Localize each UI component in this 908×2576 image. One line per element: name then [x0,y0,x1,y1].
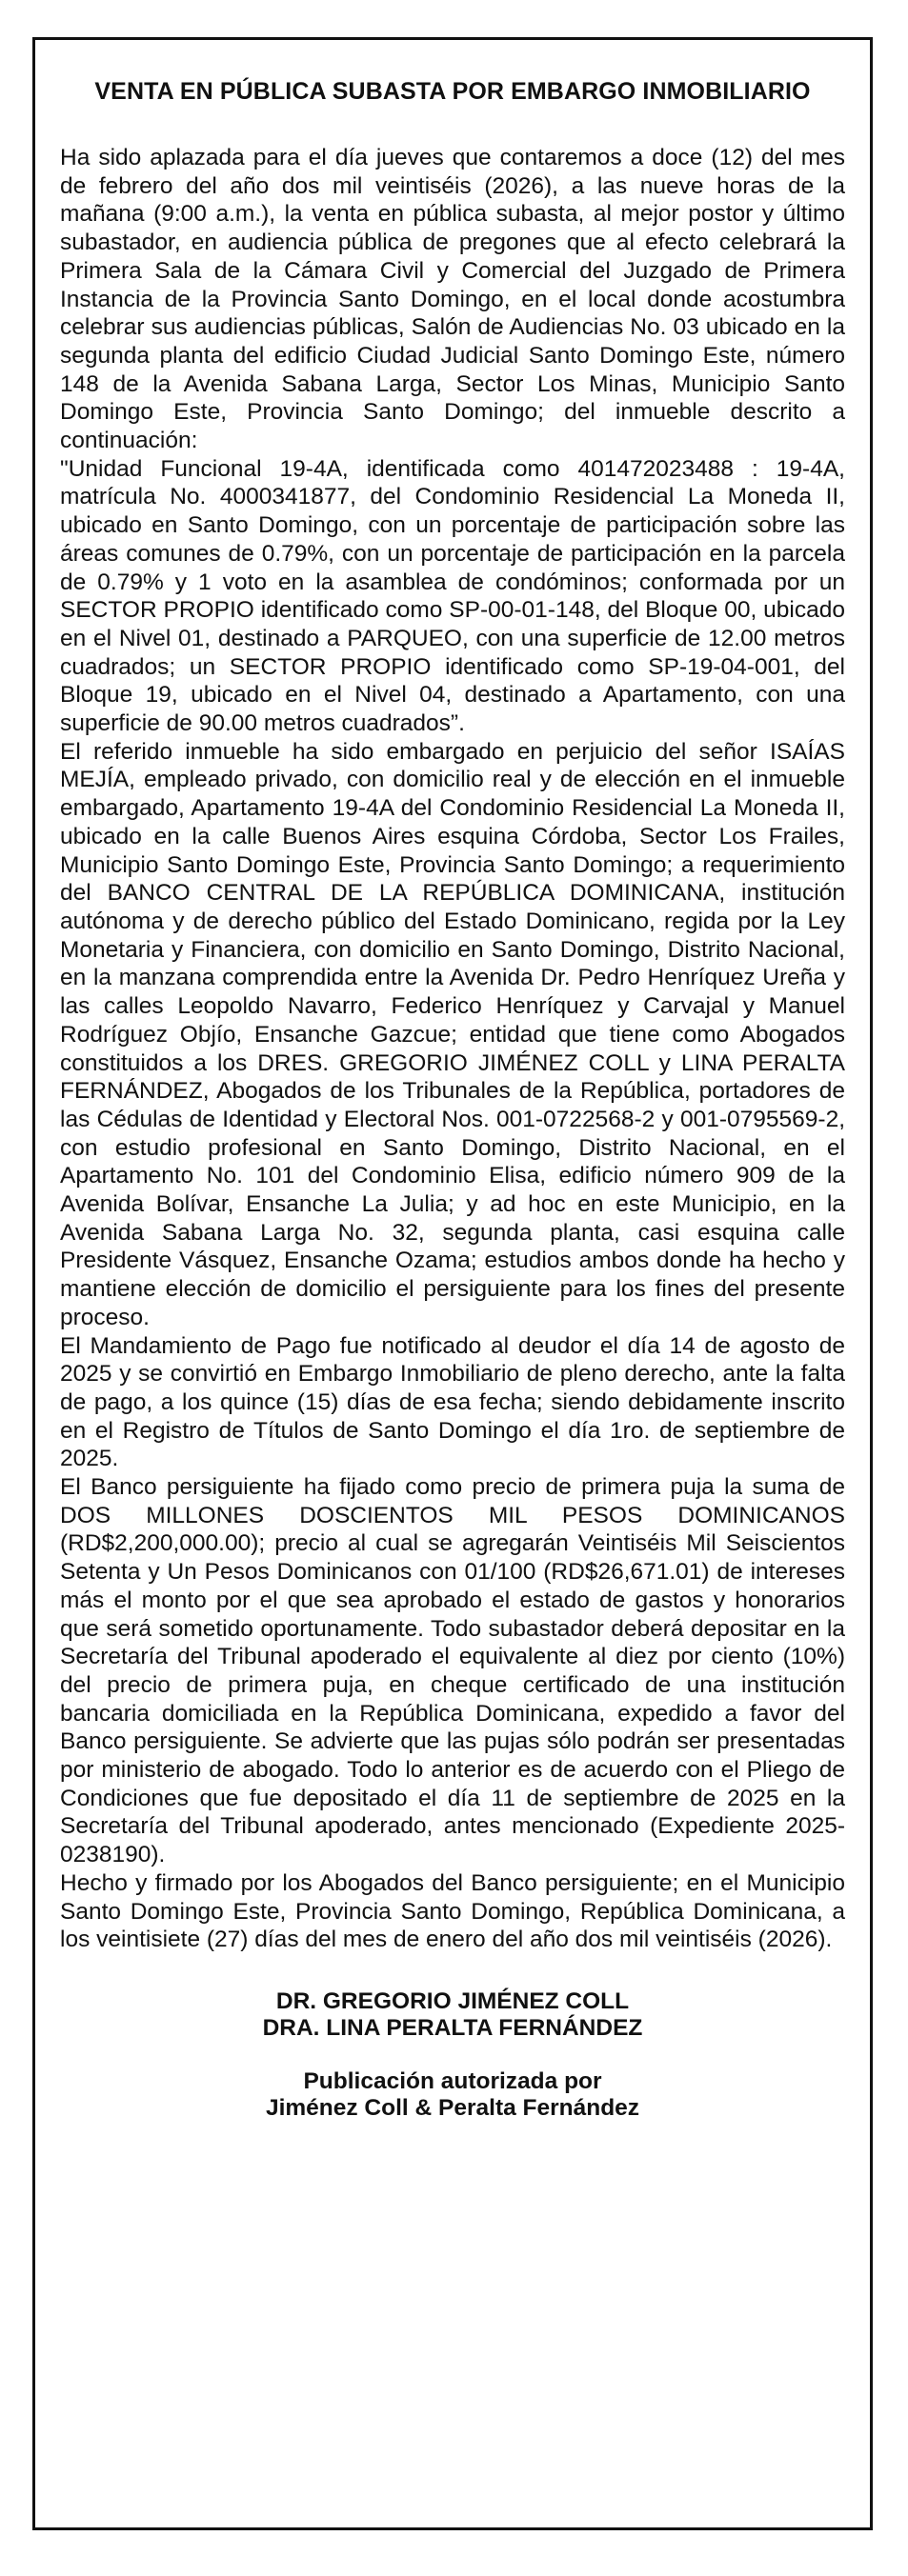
signatory-name: DRA. LINA PERALTA FERNÁNDEZ [262,2015,643,2041]
signatory-name: DR. GREGORIO JIMÉNEZ COLL [275,1988,630,2014]
notice-title: VENTA EN PÚBLICA SUBASTA POR EMBARGO INMOBILIARIO [94,78,811,105]
notice-frame [32,37,873,2530]
paragraph-signature-place-date: Hecho y firmado por los Abogados del Banco persiguiente; en el Municipio Santo Domingo Este, Provincia Santo Domingo, República Dominicana, a los veintisiete (27) días del mes de enero del año dos mil veintiséis (2026). [60,1869,845,1953]
notice-body [60,78,845,2122]
paragraph-property-description: "Unidad Funcional 19-4A, identificada como 401472023488 : 19-4A, matrícula No. 4000341877, del Condominio Residencial La Moneda II, ubicado en Santo Domingo, con un porcentaje de participación sobre las áreas comunes de 0.79%, con un porcentaje de participación en la parcela de 0.79% y 1 voto en la asamblea de condóminos; conformada por un SECTOR PROPIO identificado como SP-00-01-148, del Bloque 00, ubicado en el Nivel 01, destinado a PARQUEO, con una superficie de 12.00 metros cuadrados; un SECTOR PROPIO identificado como SP-19-04-001, del Bloque 19, ubicado en el Nivel 04, destinado a Apartamento, con una superficie de 90.00 metros cuadrados”. [60,455,845,737]
publication-firm: Jiménez Coll & Peralta Fernández [265,2095,640,2121]
paragraph-first-bid-price: El Banco persiguiente ha fijado como precio de primera puja la suma de DOS MILLONES DOSCIENTOS MIL PESOS DOMINICANOS (RD$2,200,000.00); precio al cual se agregarán Veintiséis Mil Seiscientos Setenta y Un Pesos Dominicanos con 01/100 (RD$26,671.01) de intereses más el monto por el que sea aprobado el estado de gastos y honorarios que será sometido oportunamente. Todo subastador deberá depositar en la Secretaría del Tribunal apoderado el equivalente al diez por ciento (10%) del precio de primera puja, en cheque certificado de una institución bancaria domiciliada en la República Dominicana, expedido a favor del Banco persiguiente. Se advierte que las pujas sólo podrán ser presentadas por ministerio de abogado. Todo lo anterior es de acuerdo con el Pliego de Condiciones que fue depositado el día 11 de septiembre de 2025 en la Secretaría del Tribunal apoderado, antes mencionado (Expediente 2025-0238190). [60,1474,845,1868]
paragraph-postponement: Ha sido aplazada para el día jueves que contaremos a doce (12) del mes de febrero del año dos mil veintiséis (2026), a las nueve horas de la mañana (9:00 a.m.), la venta en pública subasta, al mejor postor y último subastador, en audiencia pública de pregones que al efecto celebrará la Primera Sala de la Cámara Civil y Comercial del Juzgado de Primera Instancia de la Provincia Santo Domingo, en el local donde acostumbra celebrar sus audiencias públicas, Salón de Audiencias No. 03 ubicado en la segunda planta del edificio Ciudad Judicial Santo Domingo Este, número 148 de la Avenida Sabana Larga, Sector Los Minas, Municipio Santo Domingo Este, Provincia Santo Domingo; del inmueble descrito a continuación: [60,145,845,454]
paragraph-seizure-parties: El referido inmueble ha sido embargado en perjuicio del señor ISAÍAS MEJÍA, empleado privado, con domicilio real y de elección en el inmueble embargado, Apartamento 19-4A del Condominio Residencial La Moneda II, ubicado en la calle Buenos Aires esquina Córdoba, Sector Los Frailes, Municipio Santo Domingo Este, Provincia Santo Domingo; a requerimiento del BANCO CENTRAL DE LA REPÚBLICA DOMINICANA, institución autónoma y de derecho público del Estado Dominicano, regida por la Ley Monetaria y Financiera, con domicilio en Santo Domingo, Distrito Nacional, en la manzana comprendida entre la Avenida Dr. Pedro Henríquez Ureña y las calles Leopoldo Navarro, Federico Henríquez y Carvajal y Manuel Rodríguez Objío, Ensanche Gazcue; entidad que tiene como Abogados constituidos a los DRES. GREGORIO JIMÉNEZ COLL y LINA PERALTA FERNÁNDEZ, Abogados de los Tribunales de la República, portadores de las Cédulas de Identidad y Electoral Nos. 001-0722568-2 y 001-0795569-2, con estudio profesional en Santo Domingo, Distrito Nacional, en el Apartamento No. 101 del Condominio Elisa, edificio número 909 de la Avenida Bolívar, Ensanche La Julia; y ad hoc en este Municipio, en la Avenida Sabana Larga No. 32, segunda planta, casi esquina calle Presidente Vásquez, Ensanche Ozama; estudios ambos donde ha hecho y mantiene elección de domicilio el persiguiente para los fines del presente proceso. [60,738,845,1330]
paragraph-payment-order: El Mandamiento de Pago fue notificado al deudor el día 14 de agosto de 2025 y se convirtió en Embargo Inmobiliario de pleno derecho, ante la falta de pago, a los quince (15) días de esa fecha; siendo debidamente inscrito en el Registro de Títulos de Santo Domingo el día 1ro. de septiembre de 2025. [60,1332,845,1472]
publication-authorization [60,2068,845,2122]
signatories-block [60,1988,845,2042]
publication-label: Publicación autorizada por [303,2068,602,2094]
